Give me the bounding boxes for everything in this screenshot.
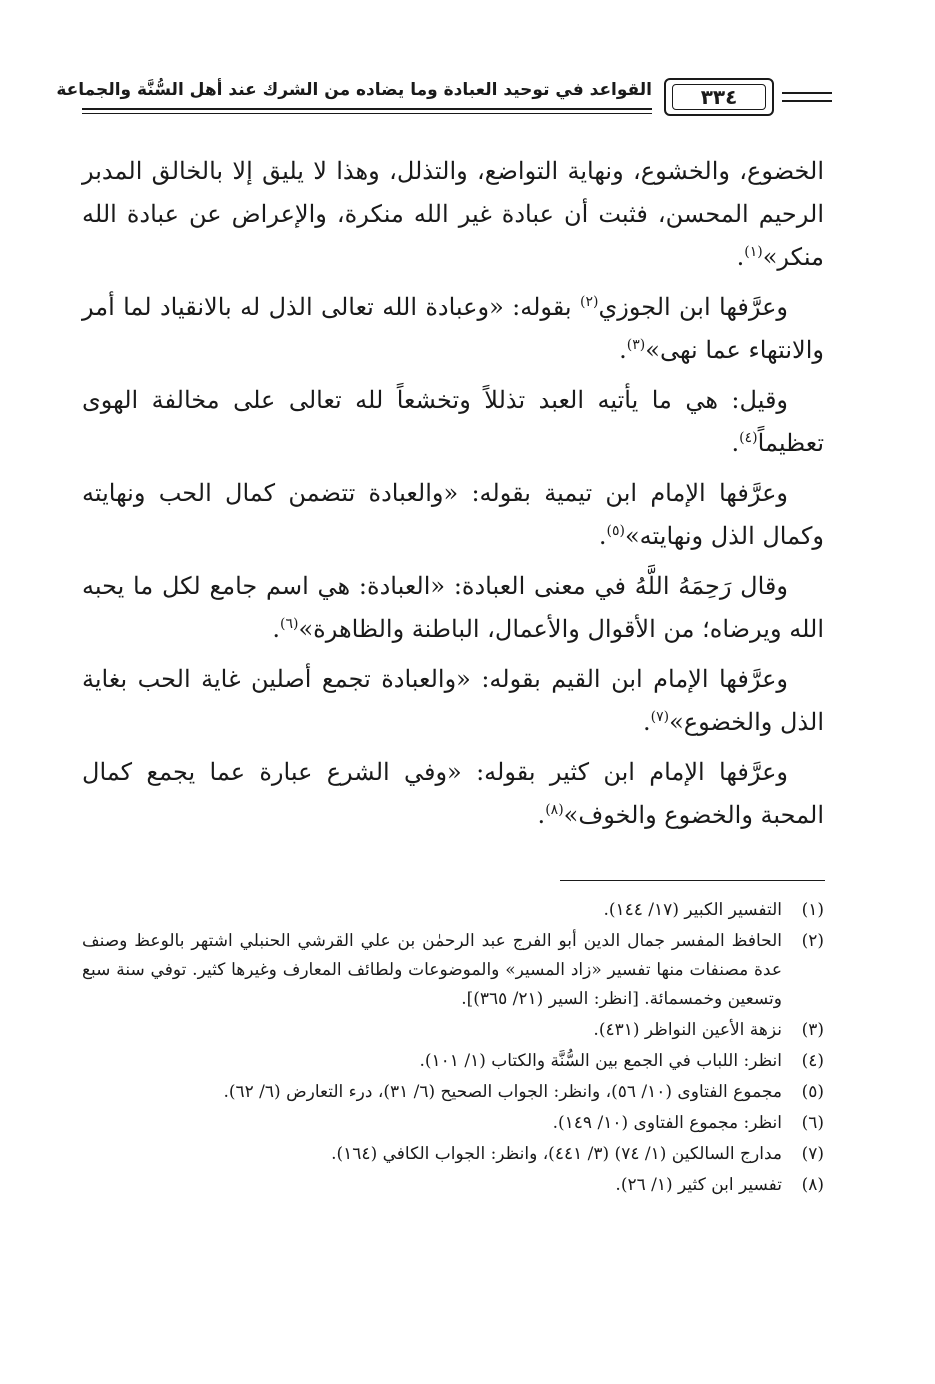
- footnote-ref[interactable]: (١): [744, 244, 763, 260]
- footnote-text: انظر: مجموع الفتاوى (١٠/ ١٤٩).: [552, 1113, 782, 1133]
- main-text: [82, 150, 824, 844]
- footnote-text: التفسير الكبير (١٧/ ١٤٤).: [603, 900, 782, 920]
- running-title: القواعد في توحيد العبادة وما يضاده من الشرك عند أهل السُّنَّة والجماعة: [56, 80, 652, 100]
- paragraph: وعرَّفها ابن الجوزي$^{(٢)}$ بقوله: «وعبادة الله تعالى الذل له بالانقياد لما أمر والانتهاء عما نهى»$^{(٣)}$.: [82, 293, 824, 364]
- paragraph: وعرَّفها الإمام ابن كثير بقوله: «وفي الشرع عبارة عما يجمع كمال المحبة والخضوع والخوف»$^{(٨)}$.: [82, 758, 824, 829]
- footnote-number: (٨): [801, 1175, 824, 1195]
- footnote: [82, 1016, 824, 1045]
- paragraph: وعرَّفها الإمام ابن تيمية بقوله: «والعبادة تتضمن كمال الحب ونهايته وكمال الذل ونهايته»$^{(٥)}$.: [82, 479, 824, 550]
- footnote-separator: [560, 880, 825, 881]
- footnote-number: (٦): [801, 1113, 824, 1133]
- footnote-number: (٧): [801, 1144, 824, 1164]
- header-rule: [82, 108, 652, 110]
- footnote-number: (٥): [801, 1082, 824, 1102]
- footnote-number: (٤): [801, 1051, 824, 1071]
- paragraph: وقيل: هي ما يأتيه العبد تذللاً وتخشعاً لله تعالى على مخالفة الهوى تعظيماً$^{(٤)}$.: [82, 386, 824, 457]
- footnote-ref[interactable]: (٢): [579, 294, 599, 310]
- page-number: ٣٣٤: [672, 84, 766, 110]
- footnote-text: تفسير ابن كثير (١/ ٢٦).: [615, 1175, 782, 1195]
- header-ornament-line: [782, 100, 832, 102]
- footnotes: [82, 896, 824, 1202]
- footnote-number: (٢): [801, 931, 824, 951]
- footnote-text: مدارج السالكين (١/ ٧٤) (٣/ ٤٤١)، وانظر: الجواب الكافي (١٦٤).: [331, 1144, 782, 1164]
- paragraph: الخضوع، والخشوع، ونهاية التواضع، والتذلل، وهذا لا يليق إلا بالخالق المدبر الرحيم المحسن، فثبت أن عبادة غير الله منكرة، والإعراض عن عبادة الله منكر»$^{(١)}$.: [82, 157, 824, 271]
- footnote: [82, 1078, 824, 1107]
- footnote-text: الحافظ المفسر جمال الدين أبو الفرج عبد الرحمٰن بن علي القرشي الحنبلي اشتهر بالوعظ وصنف عدة مصنفات منها تفسير «زاد المسير» والموضوعات ولطائف المعارف وغيرها كثير. توفي سنة سبع وتسعين وخمسمائة. [انظر: السير (٢١/ ٣٦٥)].: [82, 931, 782, 1009]
- footnote-ref[interactable]: (٤): [739, 430, 758, 446]
- footnote-ref[interactable]: (٥): [606, 523, 625, 539]
- paragraph: وعرَّفها الإمام ابن القيم بقوله: «والعبادة تجمع أصلين غاية الحب بغاية الذل والخضوع»$^{(٧)}$.: [82, 665, 824, 736]
- footnote: [82, 927, 824, 1014]
- footnote-ref[interactable]: (٣): [626, 337, 646, 353]
- footnote-text: مجموع الفتاوى (١٠/ ٥٦)، وانظر: الجواب الصحيح (٦/ ٣١)، درء التعارض (٦/ ٦٢).: [223, 1082, 782, 1102]
- footnote-number: (٣): [801, 1020, 824, 1040]
- footnote: [82, 1171, 824, 1200]
- footnote-ref[interactable]: (٧): [650, 709, 670, 725]
- footnote: [82, 1140, 824, 1169]
- footnote: [82, 1109, 824, 1138]
- footnote-ref[interactable]: (٨): [545, 802, 564, 818]
- paragraph: وقال رَحِمَهُ اللَّهُ في معنى العبادة: «العبادة: هي اسم جامع لكل ما يحبه الله ويرضاه؛ من الأقوال والأعمال، الباطنة والظاهرة»$^{(٦)}$.: [82, 572, 824, 643]
- footnote-text: انظر: اللباب في الجمع بين السُّنَّة والكتاب (١/ ١٠١).: [419, 1051, 782, 1071]
- page-number-frame: [664, 78, 774, 116]
- footnote: [82, 896, 824, 925]
- footnote-text: نزهة الأعين النواظر (٤٣١).: [593, 1020, 782, 1040]
- header-ornament-line: [782, 92, 832, 94]
- header-rule-thin: [82, 113, 652, 114]
- footnote-ref[interactable]: (٦): [279, 616, 299, 632]
- page-header: [56, 78, 832, 124]
- footnote-number: (١): [801, 900, 824, 920]
- footnote: [82, 1047, 824, 1076]
